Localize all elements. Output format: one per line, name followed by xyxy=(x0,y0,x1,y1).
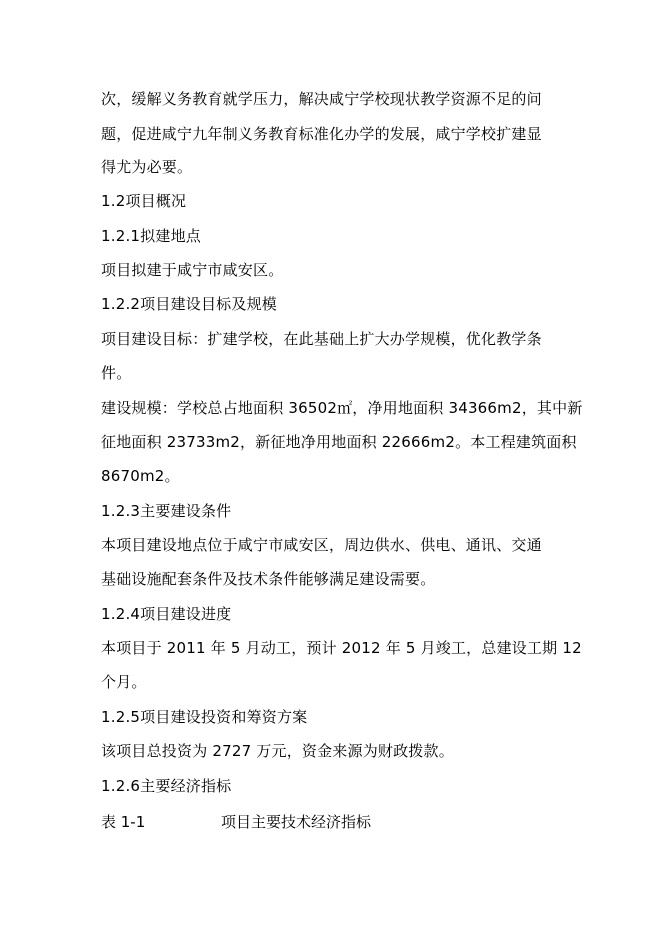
section-heading: 1.2项目概况 xyxy=(101,192,187,210)
subsection-heading: 1.2.2项目建设目标及规模 xyxy=(101,295,277,313)
subsection-heading: 1.2.6主要经济指标 xyxy=(101,777,232,795)
paragraph-line: 建设规模：学校总占地面积 36502㎡，净用地面积 34366m2，其中新 xyxy=(101,399,583,417)
paragraph-line: 基础设施配套条件及技术条件能够满足建设需要。 xyxy=(101,570,436,588)
subsection-heading: 1.2.1拟建地点 xyxy=(101,227,201,245)
paragraph-line: 件。 xyxy=(101,364,132,382)
paragraph-line: 该项目总投资为 2727 万元，资金来源为财政拨款。 xyxy=(101,742,454,760)
paragraph-line: 本项目于 2011 年 5 月动工，预计 2012 年 5 月竣工，总建设工期 12 xyxy=(101,639,582,657)
paragraph-line: 次，缓解义务教育就学压力，解决咸宁学校现状教学资源不足的问 xyxy=(101,90,542,108)
table-caption-title: 项目主要技术经济指标 xyxy=(221,813,372,831)
table-caption-label: 表 1-1 xyxy=(101,813,146,831)
paragraph-line: 个月。 xyxy=(101,673,147,691)
paragraph-line: 得尤为必要。 xyxy=(101,158,193,176)
paragraph-line: 8670m2。 xyxy=(101,467,180,485)
subsection-heading: 1.2.3主要建设条件 xyxy=(101,502,232,520)
paragraph-line: 项目建设目标：扩建学校，在此基础上扩大办学规模，优化教学条 xyxy=(101,330,542,348)
subsection-heading: 1.2.5项目建设投资和筹资方案 xyxy=(101,708,308,726)
paragraph-line: 本项目建设地点位于咸宁市咸安区，周边供水、供电、通讯、交通 xyxy=(101,536,542,554)
paragraph-line: 项目拟建于咸宁市咸安区。 xyxy=(101,261,284,279)
subsection-heading: 1.2.4项目建设进度 xyxy=(101,605,232,623)
paragraph-line: 题，促进咸宁九年制义务教育标准化办学的发展，咸宁学校扩建显 xyxy=(101,125,542,143)
paragraph-line: 征地面积 23733m2，新征地净用地面积 22666m2。本工程建筑面积 xyxy=(101,433,577,451)
